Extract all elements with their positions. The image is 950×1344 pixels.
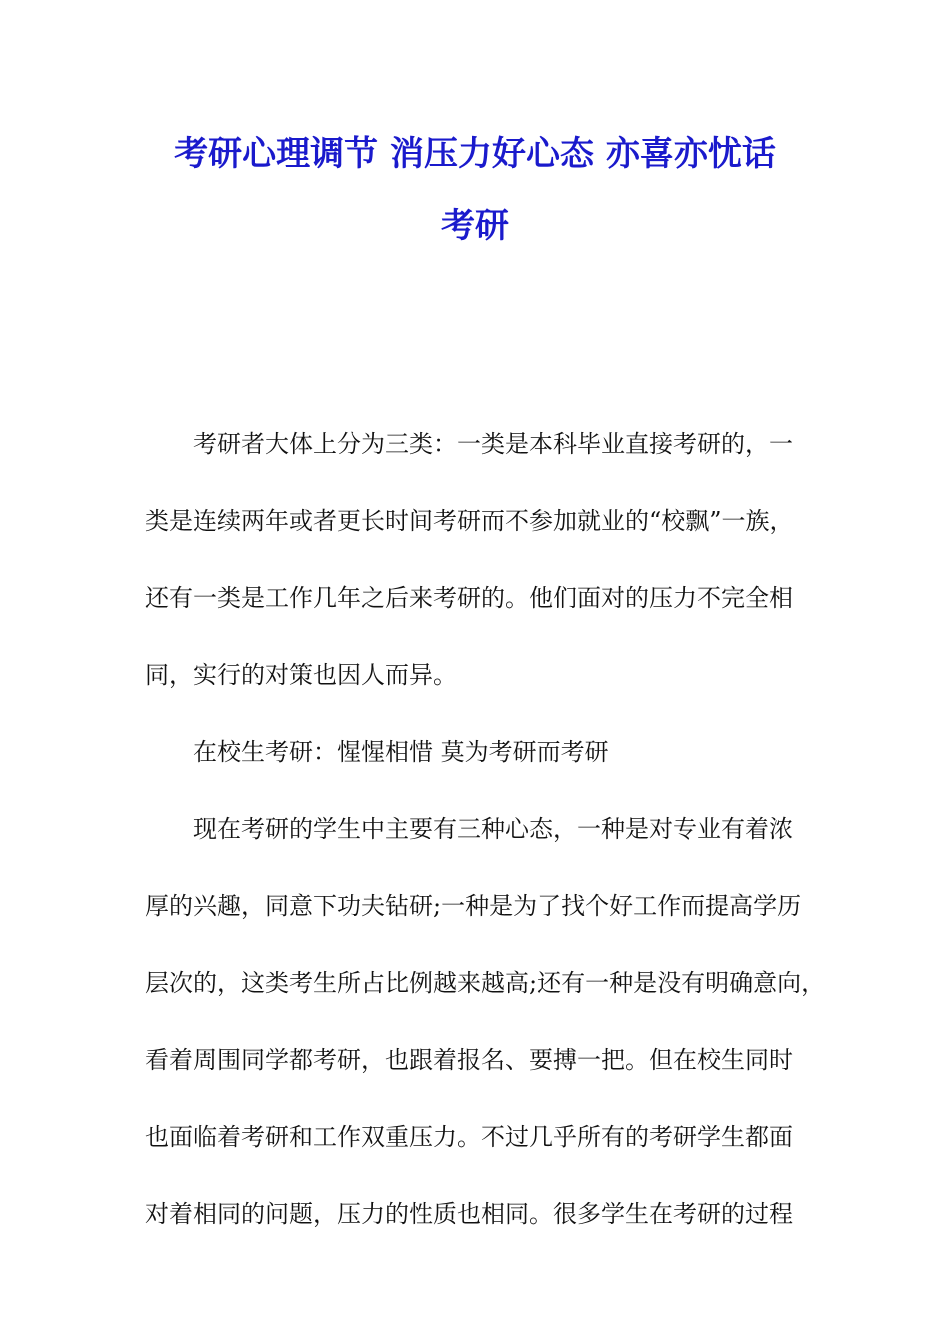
text-line: 现在考研的学生中主要有三种心态，一种是对专业有着浓 [193,815,793,843]
section-heading-text: 在校生考研：惺惺相惜 莫为考研而考研 [193,738,609,766]
text-line: 层次的，这类考生所占比例越来越高;还有一种是没有明确意向， [145,969,826,997]
title-line-2: 考研 [441,206,509,246]
text-line: 同，实行的对策也因人而异。 [145,661,457,689]
text-line: 对着相同的问题，压力的性质也相同。很多学生在考研的过程 [145,1200,793,1228]
text-line: 还有一类是工作几年之后来考研的。他们面对的压力不完全相 [145,584,793,612]
text-line: 考研者大体上分为三类：一类是本科毕业直接考研的，一 [193,430,793,458]
text-line: 类是连续两年或者更长时间考研而不参加就业的“校飘”一族， [145,507,794,535]
title-line-1: 考研心理调节 消压力好心态 亦喜亦忧话 [174,134,776,174]
paragraph-intro [145,406,810,714]
text-line: 厚的兴趣，同意下功夫钻研;一种是为了找个好工作而提高学历 [145,892,802,920]
document-body [145,406,826,1253]
paragraph-students [145,791,826,1253]
text-line: 也面临着考研和工作双重压力。不过几乎所有的考研学生都面 [145,1123,793,1151]
section-heading [145,714,810,791]
text-line: 看着周围同学都考研，也跟着报名、要搏一把。但在校生同时 [145,1046,793,1074]
document-title [120,118,830,262]
